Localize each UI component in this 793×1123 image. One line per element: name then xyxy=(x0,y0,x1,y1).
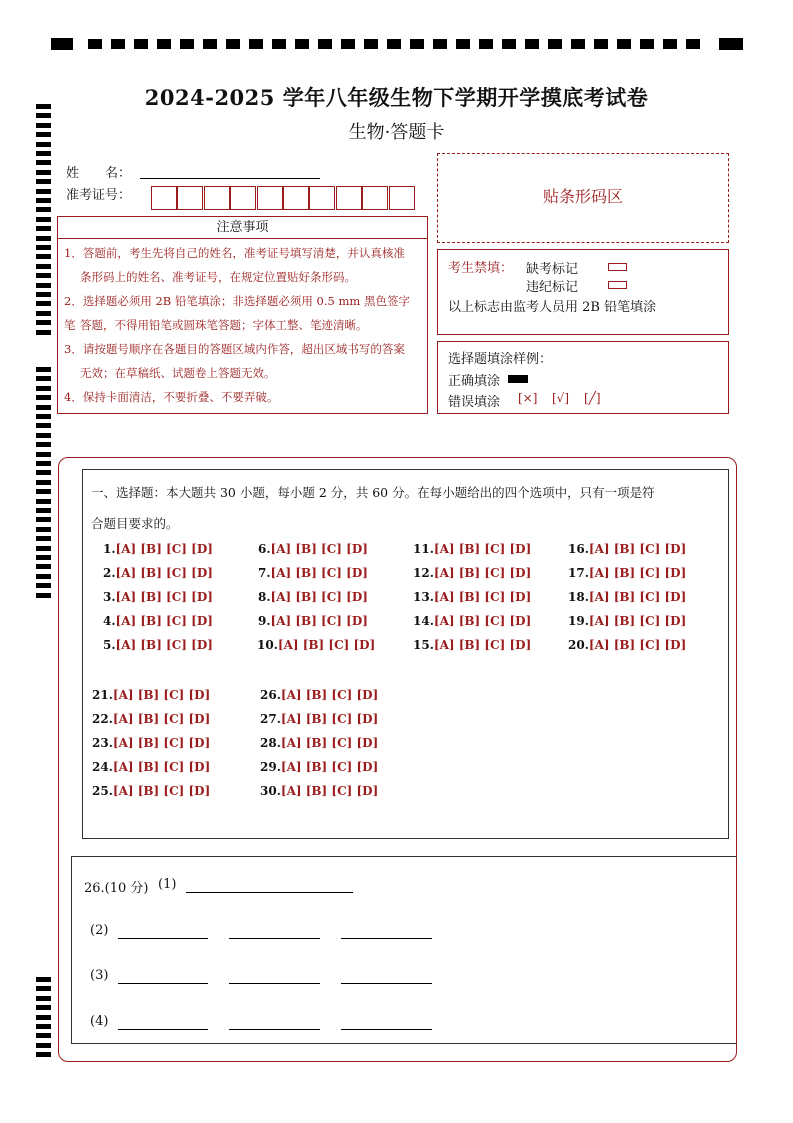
name-field[interactable] xyxy=(140,178,320,179)
choice-question[interactable]: 29.[A] [B] [C] [D] xyxy=(260,760,379,774)
timing-mark xyxy=(36,546,51,551)
choice-question[interactable]: 15.[A] [B] [C] [D] xyxy=(413,638,532,652)
timing-mark xyxy=(571,39,585,49)
timing-mark xyxy=(663,39,677,49)
timing-mark xyxy=(36,414,51,419)
notice-line: 4．保持卡面清洁，不要折叠、不要弄破。 xyxy=(64,390,279,404)
choice-question[interactable]: 19.[A] [B] [C] [D] xyxy=(568,614,687,628)
choice-question[interactable]: 27.[A] [B] [C] [D] xyxy=(260,712,379,726)
timing-mark xyxy=(36,330,51,335)
choice-question[interactable]: 25.[A] [B] [C] [D] xyxy=(92,784,211,798)
notice-line: 3．请按题号顺序在各题目的答题区域内作答，超出区域书写的答案 xyxy=(64,342,405,356)
timing-mark xyxy=(295,39,309,49)
timing-mark xyxy=(36,236,51,241)
timing-mark xyxy=(686,39,700,49)
correct-fill-sample xyxy=(508,375,528,383)
wrong-mark-cross: [×] xyxy=(518,391,538,405)
timing-mark xyxy=(36,536,51,541)
timing-mark xyxy=(36,367,51,372)
choice-options: [A] [B] [C] [D] xyxy=(270,590,368,604)
choice-question[interactable]: 8.[A] [B] [C] [D] xyxy=(258,590,368,604)
choice-options: [A] [B] [C] [D] xyxy=(433,590,532,604)
timing-mark xyxy=(36,301,51,306)
timing-mark xyxy=(479,39,493,49)
choice-question[interactable]: 12.[A] [B] [C] [D] xyxy=(413,566,532,580)
choice-options: [A] [B] [C] [D] xyxy=(112,760,211,774)
timing-mark xyxy=(51,38,73,50)
timing-mark xyxy=(111,39,125,49)
timing-mark xyxy=(36,405,51,410)
choice-options: [A] [B] [C] [D] xyxy=(115,614,213,628)
notice-box xyxy=(57,216,428,414)
timing-mark xyxy=(36,1005,51,1010)
timing-mark xyxy=(36,555,51,560)
absent-label: 缺考标记 xyxy=(526,262,579,277)
timing-mark xyxy=(157,39,171,49)
id-digit-box[interactable] xyxy=(309,186,335,210)
choice-question[interactable]: 9.[A] [B] [C] [D] xyxy=(258,614,368,628)
timing-mark xyxy=(36,198,51,203)
timing-mark xyxy=(134,39,148,49)
choice-question[interactable]: 7.[A] [B] [C] [D] xyxy=(258,566,368,580)
timing-mark xyxy=(318,39,332,49)
timing-mark xyxy=(594,39,608,49)
page-subtitle: 生物·答题卡 xyxy=(348,122,445,143)
fill-example-label: 选择题填涂样例： xyxy=(448,352,553,367)
choice-options: [A] [B] [C] [D] xyxy=(112,784,211,798)
choice-options: [A] [B] [C] [D] xyxy=(433,542,532,556)
timing-mark xyxy=(36,977,51,982)
wrong-mark-check: [√] xyxy=(552,391,570,405)
choice-question[interactable]: 3.[A] [B] [C] [D] xyxy=(103,590,213,604)
timing-mark xyxy=(364,39,378,49)
choice-options: [A] [B] [C] [D] xyxy=(115,590,213,604)
barcode-area xyxy=(437,153,729,243)
notice-line: 1．答题前，考生先将自己的姓名，准考证号填写清楚，并认真核准 xyxy=(64,246,405,260)
choice-question[interactable]: 14.[A] [B] [C] [D] xyxy=(413,614,532,628)
timing-mark xyxy=(36,1052,51,1057)
q26-part1-label: (1) xyxy=(158,877,177,892)
timing-mark xyxy=(640,39,654,49)
timing-mark xyxy=(36,499,51,504)
timing-mark xyxy=(203,39,217,49)
timing-mark xyxy=(36,226,51,231)
choice-question[interactable]: 23.[A] [B] [C] [D] xyxy=(92,736,211,750)
timing-mark xyxy=(36,1043,51,1048)
timing-mark xyxy=(36,217,51,222)
id-digit-box[interactable] xyxy=(389,186,415,210)
q26-part2-blank-2[interactable] xyxy=(229,938,320,939)
choice-options: [A] [B] [C] [D] xyxy=(115,542,213,556)
timing-mark xyxy=(341,39,355,49)
timing-mark xyxy=(36,508,51,513)
notice-line: 条形码上的姓名、准考证号，在规定位置贴好条形码。 xyxy=(80,270,356,284)
timing-mark xyxy=(36,470,51,475)
q26-part4-blank-3[interactable] xyxy=(341,1029,432,1030)
timing-mark xyxy=(36,442,51,447)
q26-part4-blank-2[interactable] xyxy=(229,1029,320,1030)
choice-options: [A] [B] [C] [D] xyxy=(112,712,211,726)
wrong-fill-label: 错误填涂 xyxy=(448,395,501,410)
notice-heading: 注意事项 xyxy=(58,217,427,239)
forbidden-note: 以上标志由监考人员用 2B 铅笔填涂 xyxy=(448,300,657,315)
timing-mark xyxy=(36,452,51,457)
choice-question[interactable]: 30.[A] [B] [C] [D] xyxy=(260,784,379,798)
timing-mark xyxy=(36,1024,51,1029)
id-digit-box[interactable] xyxy=(230,186,256,210)
choice-options: [A] [B] [C] [D] xyxy=(588,542,687,556)
id-digit-box[interactable] xyxy=(177,186,203,210)
choice-options: [A] [B] [C] [D] xyxy=(112,688,211,702)
choice-question[interactable]: 21.[A] [B] [C] [D] xyxy=(92,688,211,702)
timing-mark xyxy=(36,593,51,598)
choice-options: [A] [B] [C] [D] xyxy=(280,760,379,774)
id-digit-box[interactable] xyxy=(336,186,362,210)
id-digit-box[interactable] xyxy=(257,186,283,210)
notice-line: 答题，不得用铅笔或圆珠笔答题；字体工整、笔迹清晰。 xyxy=(80,318,368,332)
timing-mark xyxy=(36,986,51,991)
correct-fill-label: 正确填涂 xyxy=(448,374,501,389)
wrong-mark-slash: [╱] xyxy=(584,391,601,405)
fill-example-box xyxy=(437,341,729,414)
barcode-label: 贴条形码区 xyxy=(542,187,623,206)
timing-mark xyxy=(36,254,51,259)
choice-question[interactable]: 18.[A] [B] [C] [D] xyxy=(568,590,687,604)
choice-options: [A] [B] [C] [D] xyxy=(270,542,368,556)
timing-mark xyxy=(36,189,51,194)
timing-mark xyxy=(36,292,51,297)
choice-options: [A] [B] [C] [D] xyxy=(588,638,687,652)
timing-mark xyxy=(36,433,51,438)
choice-question[interactable]: 10.[A] [B] [C] [D] xyxy=(257,638,376,652)
timing-mark xyxy=(36,160,51,165)
timing-mark xyxy=(36,480,51,485)
absent-mark[interactable] xyxy=(608,263,627,271)
choice-question[interactable]: 13.[A] [B] [C] [D] xyxy=(413,590,532,604)
choice-options: [A] [B] [C] [D] xyxy=(270,566,368,580)
q26-part2-label: (2) xyxy=(90,923,109,938)
choice-options: [A] [B] [C] [D] xyxy=(280,688,379,702)
timing-mark xyxy=(36,170,51,175)
q26-part3-blank-1[interactable] xyxy=(118,983,208,984)
timing-mark xyxy=(36,273,51,278)
choice-question[interactable]: 5.[A] [B] [C] [D] xyxy=(103,638,213,652)
q26-part2-blank-1[interactable] xyxy=(118,938,208,939)
choice-question[interactable]: 1.[A] [B] [C] [D] xyxy=(103,542,213,556)
timing-mark xyxy=(36,1033,51,1038)
page-title: 2024-2025 学年八年级生物下学期开学摸底考试卷 xyxy=(144,85,649,110)
violation-mark[interactable] xyxy=(608,281,627,289)
id-digit-box[interactable] xyxy=(151,186,177,210)
timing-mark xyxy=(36,461,51,466)
choice-question[interactable]: 28.[A] [B] [C] [D] xyxy=(260,736,379,750)
choice-options: [A] [B] [C] [D] xyxy=(270,614,368,628)
choice-heading-line2: 合题目要求的。 xyxy=(91,516,179,531)
timing-mark xyxy=(36,151,51,156)
choice-options: [A] [B] [C] [D] xyxy=(433,614,532,628)
timing-mark xyxy=(36,583,51,588)
choice-options: [A] [B] [C] [D] xyxy=(115,566,213,580)
timing-mark xyxy=(502,39,516,49)
name-label: 姓 名： xyxy=(66,166,132,181)
choice-options: [A] [B] [C] [D] xyxy=(115,638,213,652)
choice-question[interactable]: 16.[A] [B] [C] [D] xyxy=(568,542,687,556)
timing-mark xyxy=(180,39,194,49)
timing-mark xyxy=(36,264,51,269)
timing-mark xyxy=(36,564,51,569)
timing-mark xyxy=(36,376,51,381)
q26-part3-label: (3) xyxy=(90,968,109,983)
choice-question[interactable]: 2.[A] [B] [C] [D] xyxy=(103,566,213,580)
timing-mark xyxy=(36,311,51,316)
timing-mark xyxy=(36,207,51,212)
timing-mark xyxy=(433,39,447,49)
timing-mark xyxy=(249,39,263,49)
timing-mark xyxy=(548,39,562,49)
choice-options: [A] [B] [C] [D] xyxy=(433,566,532,580)
timing-mark xyxy=(36,574,51,579)
notice-line: 2．选择题必须用 2B 铅笔填涂；非选择题必须用 0.5 mm 黑色签字笔 xyxy=(64,294,410,332)
choice-question[interactable]: 22.[A] [B] [C] [D] xyxy=(92,712,211,726)
choice-question[interactable]: 17.[A] [B] [C] [D] xyxy=(568,566,687,580)
timing-mark xyxy=(88,39,102,49)
choice-options: [A] [B] [C] [D] xyxy=(588,614,687,628)
id-digit-box[interactable] xyxy=(204,186,230,210)
id-digit-box[interactable] xyxy=(362,186,388,210)
timing-mark xyxy=(36,489,51,494)
timing-mark xyxy=(36,395,51,400)
choice-options: [A] [B] [C] [D] xyxy=(280,712,379,726)
choice-options: [A] [B] [C] [D] xyxy=(588,590,687,604)
choice-question[interactable]: 4.[A] [B] [C] [D] xyxy=(103,614,213,628)
notice-line: 无效；在草稿纸、试题卷上答题无效。 xyxy=(80,366,276,380)
q26-part4-blank-1[interactable] xyxy=(118,1029,208,1030)
timing-mark xyxy=(387,39,401,49)
choice-question[interactable]: 26.[A] [B] [C] [D] xyxy=(260,688,379,702)
timing-mark xyxy=(719,38,743,50)
choice-heading-line1: 一、选择题：本大题共 30 小题，每小题 2 分，共 60 分。在每小题给出的四个选项中，只有一项是符 xyxy=(91,485,655,500)
timing-mark xyxy=(272,39,286,49)
timing-mark xyxy=(226,39,240,49)
choice-options: [A] [B] [C] [D] xyxy=(112,736,211,750)
timing-mark xyxy=(36,517,51,522)
choice-question[interactable]: 11.[A] [B] [C] [D] xyxy=(413,542,532,556)
id-label: 准考证号： xyxy=(66,188,132,203)
id-digit-box[interactable] xyxy=(283,186,309,210)
forbidden-box xyxy=(437,249,729,335)
timing-mark xyxy=(36,320,51,325)
timing-mark xyxy=(456,39,470,49)
choice-options: [A] [B] [C] [D] xyxy=(280,784,379,798)
q26-part2-blank-3[interactable] xyxy=(341,938,432,939)
timing-mark xyxy=(525,39,539,49)
choice-options: [A] [B] [C] [D] xyxy=(433,638,532,652)
q26-part4-label: (4) xyxy=(90,1014,109,1029)
choice-question[interactable]: 24.[A] [B] [C] [D] xyxy=(92,760,211,774)
violation-label: 违纪标记 xyxy=(526,280,579,295)
q26-part1-blank[interactable] xyxy=(186,892,353,893)
choice-question[interactable]: 20.[A] [B] [C] [D] xyxy=(568,638,687,652)
timing-mark xyxy=(617,39,631,49)
timing-mark xyxy=(410,39,424,49)
timing-mark xyxy=(36,179,51,184)
timing-mark xyxy=(36,386,51,391)
timing-mark xyxy=(36,283,51,288)
forbidden-label: 考生禁填： xyxy=(448,261,514,276)
choice-options: [A] [B] [C] [D] xyxy=(588,566,687,580)
timing-mark xyxy=(36,527,51,532)
q26-part3-blank-3[interactable] xyxy=(341,983,432,984)
timing-mark xyxy=(36,423,51,428)
q26-label: 26.(10 分) xyxy=(84,881,149,896)
timing-mark xyxy=(36,1015,51,1020)
q26-part3-blank-2[interactable] xyxy=(229,983,320,984)
timing-mark xyxy=(36,245,51,250)
choice-options: [A] [B] [C] [D] xyxy=(280,736,379,750)
choice-options: [A] [B] [C] [D] xyxy=(277,638,376,652)
choice-question[interactable]: 6.[A] [B] [C] [D] xyxy=(258,542,368,556)
timing-mark xyxy=(36,996,51,1001)
